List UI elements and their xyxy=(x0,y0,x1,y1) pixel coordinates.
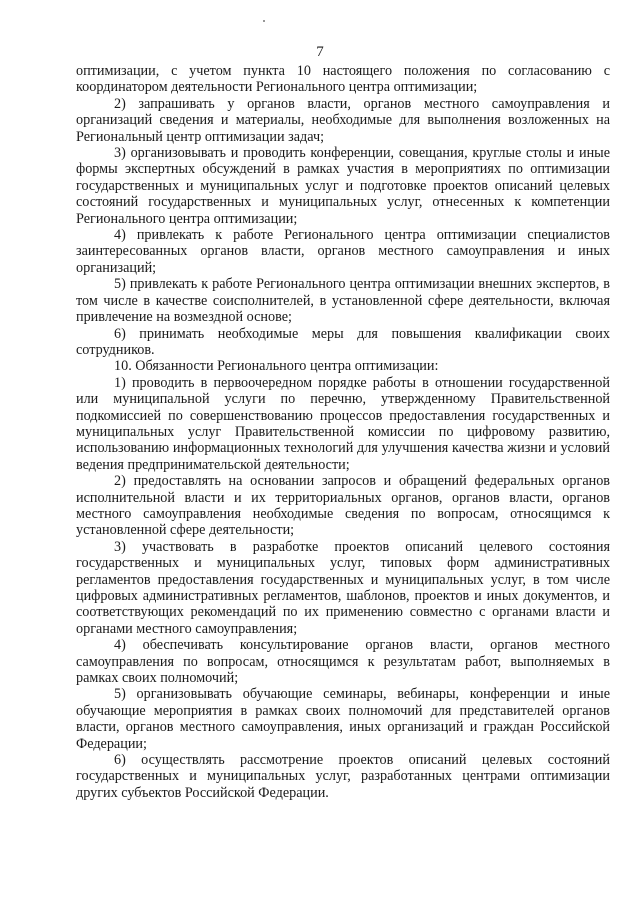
duties-item-4: 4) обеспечивать консультирование органов власти, органов местного самоуправления по вопросам, относящимся к результатам работ, выполняемых в рамках своих полномочий; xyxy=(76,637,610,687)
rights-item-2: 2) запрашивать у органов власти, органов местного самоуправления и организаций сведения и материалы, необходимые для выполнения возложенных на Региональный центр оптимизации задач; xyxy=(76,95,610,145)
document-body xyxy=(76,63,610,801)
page-number: 7 xyxy=(316,44,324,60)
paragraph-continuation: оптимизации, с учетом пункта 10 настоящего положения по согласованию с координатором деятельности Регионального центра оптимизации; xyxy=(76,63,610,96)
duties-item-5: 5) организовывать обучающие семинары, вебинары, конференции и иные обучающие мероприятия в рамках своих полномочий для представителей органов власти, органов местного самоуправления, иных организаций и граждан Российской Федерации; xyxy=(76,686,610,752)
rights-item-3: 3) организовывать и проводить конференции, совещания, круглые столы и иные формы экспертных обсуждений в рамках участия в мероприятиях по оптимизации государственных и муниципальных услуг и подготовке проектов описаний целевых состояний государственных и муниципальных услуг, отнесенных к компетенции Регионального центра оптимизации; xyxy=(76,145,610,227)
rights-item-5: 5) привлекать к работе Регионального центра оптимизации внешних экспертов, в том числе в качестве соисполнителей, в установленной сфере деятельности, включая привлечение на возмездной основе; xyxy=(76,276,610,326)
duties-item-3: 3) участвовать в разработке проектов описаний целевого состояния государственных и муниципальных услуг, типовых форм административных регламентов предоставления государственных и муниципальных услуг, в том числе цифровых административных регламентов, шаблонов, проектов и иных документов, и соответствующих рекомендаций по их применению совместно с органами власти и органами местного самоуправления; xyxy=(76,538,610,637)
section-heading-10: 10. Обязанности Регионального центра оптимизации: xyxy=(114,358,439,375)
duties-item-2: 2) предоставлять на основании запросов и обращений федеральных органов исполнительной власти и их территориальных органов, органов власти, органов местного самоуправления необходимые сведения по вопросам, относящимся к установленной сфере деятельности; xyxy=(76,473,610,539)
rights-item-4: 4) привлекать к работе Регионального центра оптимизации специалистов заинтересованных органов власти, органов местного самоуправления и иных организаций; xyxy=(76,227,610,276)
duties-item-6: 6) осуществлять рассмотрение проектов описаний целевых состояний государственных и муниципальных услуг, разработанных центрами оптимизации других субъектов Российской Федерации. xyxy=(76,752,610,801)
scan-speck xyxy=(263,20,265,22)
duties-item-1: 1) проводить в первоочередном порядке работы в отношении государственной или муниципальной услуги по перечню, утвержденному Правительственной подкомиссией по совершенствованию процессов предоставления государственных и муниципальных услуг Правительственной комиссии по цифровому развитию, использованию информационных технологий для улучшения качества жизни и условий ведения предпринимательской деятельности; xyxy=(76,374,610,473)
rights-item-6: 6) принимать необходимые меры для повышения квалификации своих сотрудников. xyxy=(76,325,610,358)
